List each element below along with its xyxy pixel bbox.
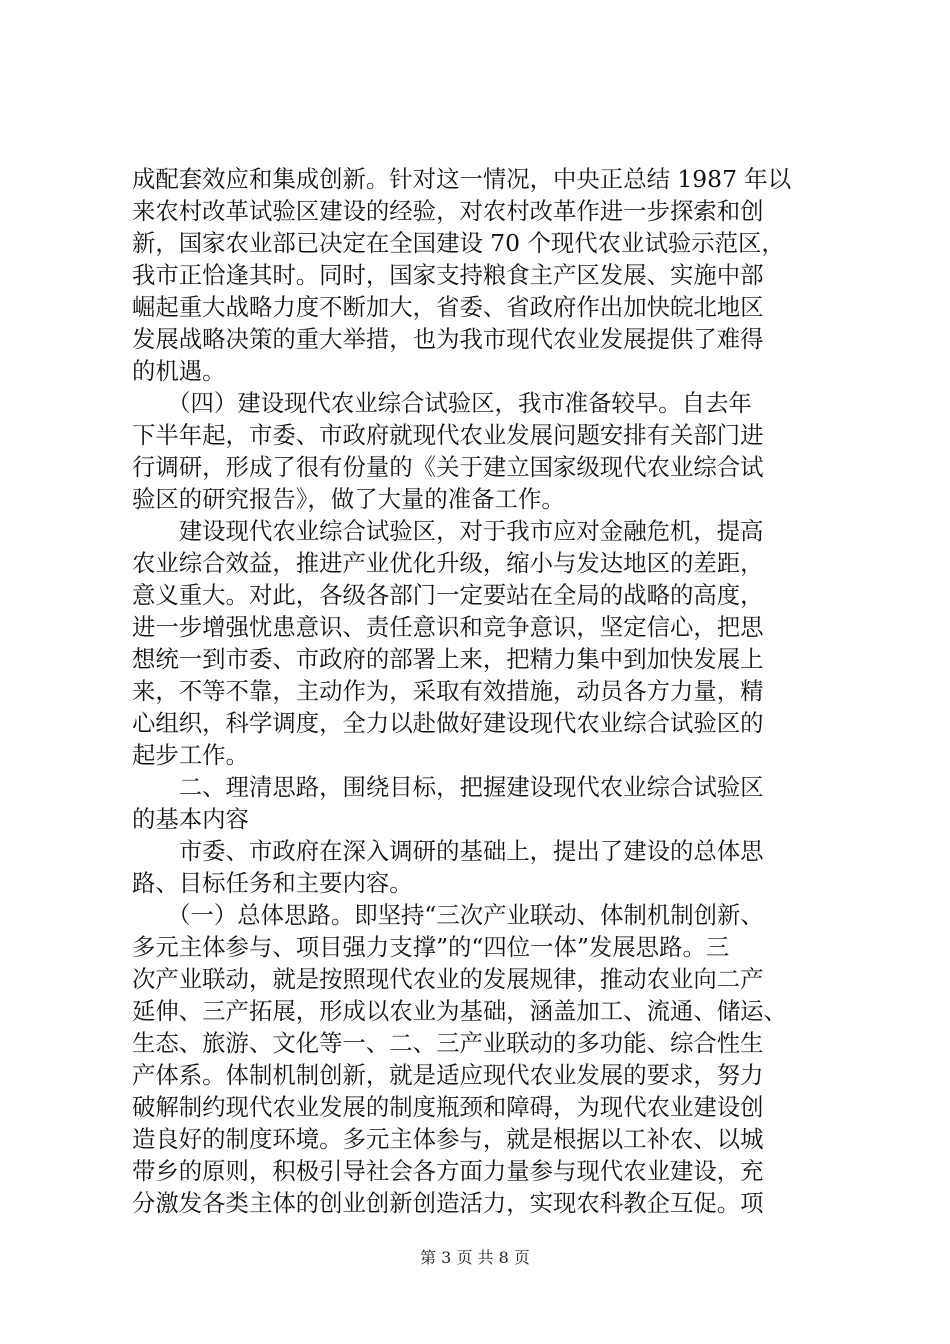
text-line: 延伸、三产拓展，形成以农业为基础，涵盖加工、流通、储运、: [132, 997, 787, 1025]
text-line: 崛起重大战略力度不断加大，省委、省政府作出加快皖北地区: [132, 293, 764, 321]
section-heading-line: 二、理清思路，围绕目标，把握建设现代农业综合试验区: [132, 773, 764, 801]
text-line: 我市正恰逢其时。同时，国家支持粮食主产区发展、实施中部: [132, 261, 764, 289]
text-line: 产体系。体制机制创新，就是适应现代农业发展的要求，努力: [132, 1061, 764, 1089]
section-heading-line: 的基本内容: [132, 805, 249, 833]
text-line: 多元主体参与、项目强力支撑”的“四位一体”发展思路。三: [132, 933, 730, 961]
text-line: 市委、市政府在深入调研的基础上，提出了建设的总体思: [132, 837, 764, 865]
text-line: 进一步增强忧患意识、责任意识和竞争意识，坚定信心，把思: [132, 613, 764, 641]
text-line: 心组织，科学调度，全力以赴做好建设现代农业综合试验区的: [132, 709, 764, 737]
text-line: 建设现代农业综合试验区，对于我市应对金融危机，提高: [132, 517, 764, 545]
text-line: 成配套效应和集成创新。针对这一情况，中央正总结 1987 年以: [132, 165, 792, 193]
text-line: 分激发各类主体的创业创新创造活力，实现农科教企互促。项: [132, 1189, 764, 1217]
text-line: 起步工作。: [132, 741, 249, 769]
page-footer: [0, 1245, 950, 1268]
text-line: 行调研，形成了很有份量的《关于建立国家级现代农业综合试: [132, 453, 764, 481]
text-line: 破解制约现代农业发展的制度瓶颈和障碍，为现代农业建设创: [132, 1093, 764, 1121]
body-text: [132, 163, 832, 1219]
page-indicator: 第 3 页 共 8 页: [420, 1248, 530, 1267]
text-line: 农业综合效益，推进产业优化升级，缩小与发达地区的差距，: [132, 549, 764, 577]
text-line: 造良好的制度环境。多元主体参与，就是根据以工补农、以城: [132, 1125, 764, 1153]
text-line: 下半年起，市委、市政府就现代农业发展问题安排有关部门进: [132, 421, 764, 449]
text-line: 新，国家农业部已决定在全国建设 70 个现代农业试验示范区，: [132, 229, 785, 257]
text-line: 路、目标任务和主要内容。: [132, 869, 413, 897]
text-line: 来，不等不靠，主动作为，采取有效措施，动员各方力量，精: [132, 677, 764, 705]
text-line: 验区的研究报告》，做了大量的准备工作。: [132, 485, 565, 513]
text-line: 发展战略决策的重大举措，也为我市现代农业发展提供了难得: [132, 325, 764, 353]
text-line: 想统一到市委、市政府的部署上来，把精力集中到加快发展上: [132, 645, 764, 673]
text-line: 次产业联动，就是按照现代农业的发展规律，推动农业向二产: [132, 965, 764, 993]
text-line: 带乡的原则，积极引导社会各方面力量参与现代农业建设，充: [132, 1157, 764, 1185]
text-line: 意义重大。对此，各级各部门一定要站在全局的战略的高度，: [132, 581, 764, 609]
text-line: （四）建设现代农业综合试验区，我市准备较早。自去年: [132, 389, 752, 417]
text-line: 的机遇。: [132, 357, 226, 385]
text-line: 生态、旅游、文化等一、二、三产业联动的多功能、综合性生: [132, 1029, 764, 1057]
text-line: 来农村改革试验区建设的经验，对农村改革作进一步探索和创: [132, 197, 764, 225]
text-line: （一）总体思路。即坚持“三次产业联动、体制机制创新、: [132, 901, 764, 929]
